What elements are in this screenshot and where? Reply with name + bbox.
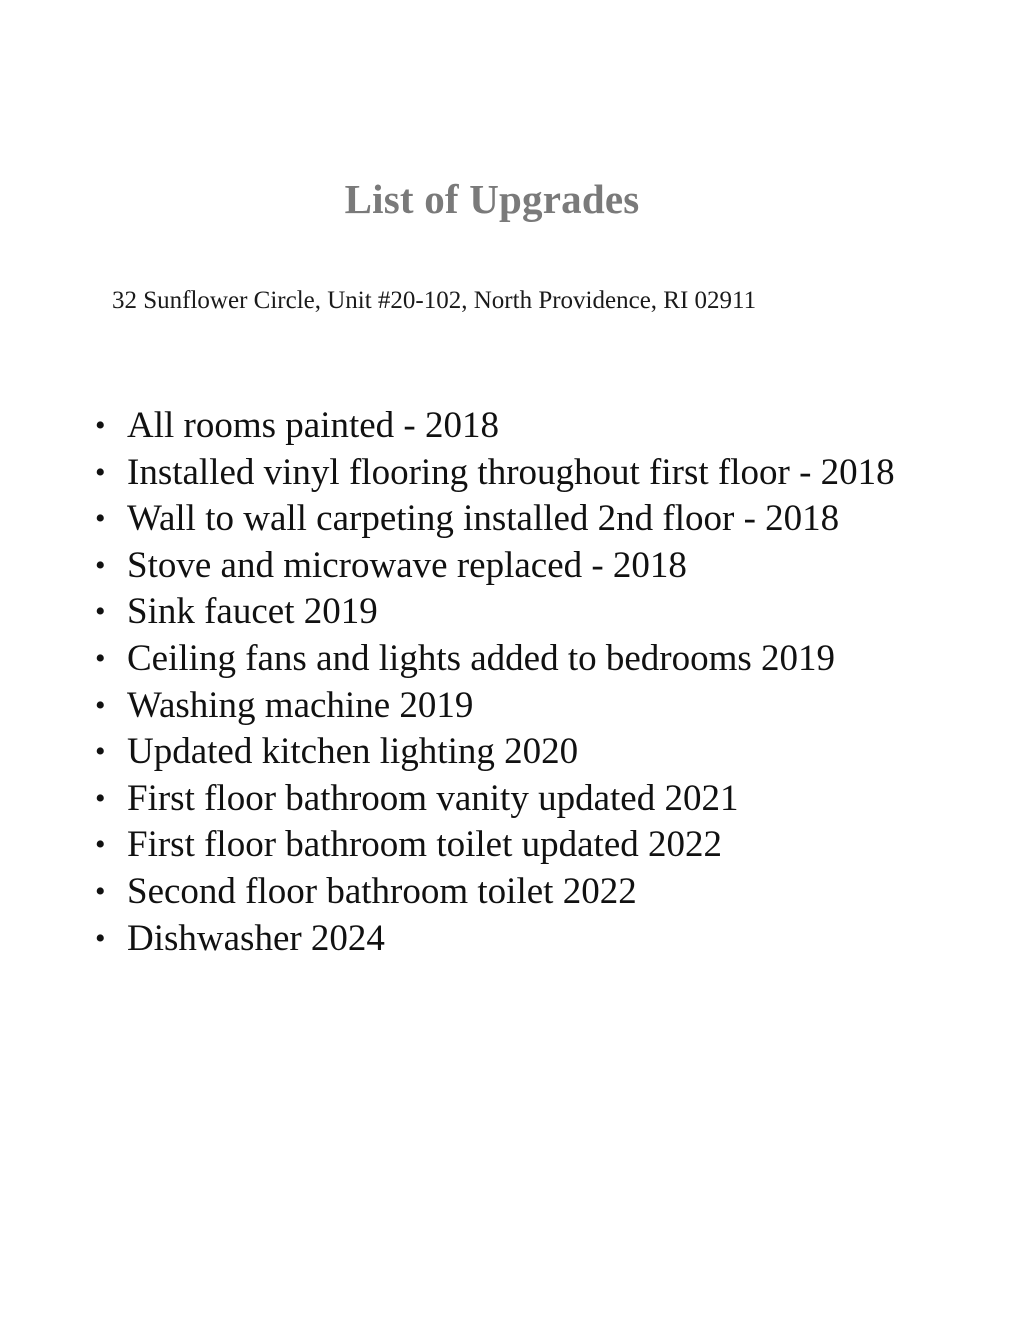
list-item (0, 916, 1000, 963)
bullet-icon: • (95, 828, 106, 862)
property-address: 32 Sunflower Circle, Unit #20-102, North Providence, RI 02911 (112, 287, 757, 314)
list-item (0, 450, 1000, 497)
list-item-text: Stove and microwave replaced - 2018 (127, 544, 687, 586)
page-title: List of Upgrades (344, 176, 640, 222)
list-item-text: First floor bathroom toilet updated 2022 (127, 824, 722, 866)
bullet-icon: • (95, 455, 106, 489)
bullet-icon: • (95, 874, 106, 908)
list-item (0, 543, 1000, 590)
list-item (0, 636, 1000, 683)
list-item (0, 729, 1000, 776)
bullet-icon: • (95, 735, 106, 769)
bullet-icon: • (95, 595, 106, 629)
list-item-text: Updated kitchen lighting 2020 (127, 731, 579, 773)
bullet-icon: • (95, 921, 106, 955)
list-item-text: Dishwasher 2024 (127, 917, 385, 959)
bullet-icon: • (95, 781, 106, 815)
list-item-text: Second floor bathroom toilet 2022 (127, 870, 637, 912)
list-item-text: First floor bathroom vanity updated 2021 (127, 777, 739, 819)
bullet-icon: • (95, 641, 106, 675)
list-item-text: Installed vinyl flooring throughout first floor - 2018 (127, 451, 895, 493)
list-item (0, 589, 1000, 636)
bullet-icon: • (95, 409, 106, 442)
list-item (0, 683, 1000, 730)
list-item-text: Washing machine 2019 (127, 684, 474, 726)
list-item (0, 496, 1000, 543)
bullet-icon: • (95, 548, 106, 582)
list-item (0, 776, 1000, 823)
list-item-text: All rooms painted - 2018 (127, 405, 500, 446)
list-item-text: Ceiling fans and lights added to bedrooms 2019 (127, 637, 836, 679)
list-item (0, 869, 1000, 916)
bullet-icon: • (95, 688, 106, 722)
bullet-icon: • (95, 502, 106, 536)
list-item (0, 822, 1000, 869)
upgrades-list (0, 403, 1000, 962)
list-item-text: Wall to wall carpeting installed 2nd floor - 2018 (127, 498, 840, 540)
list-item-text: Sink faucet 2019 (127, 591, 378, 633)
list-item (0, 403, 1000, 450)
